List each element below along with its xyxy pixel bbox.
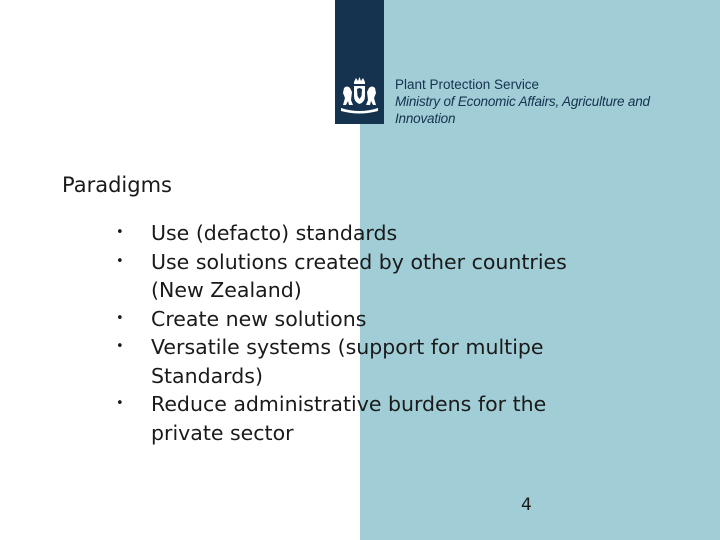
bullet-text: Reduce administrative burdens for the private sector xyxy=(151,392,547,445)
bullet-dot: • xyxy=(116,310,124,326)
organization-name: Plant Protection Service xyxy=(395,77,540,92)
bullet-text: Create new solutions xyxy=(151,306,367,331)
ministry-name-line1: Ministry of Economic Affairs, Agriculture and xyxy=(395,94,650,109)
coat-of-arms-icon xyxy=(338,76,381,116)
organization-header xyxy=(395,76,715,127)
bullet-text: Use (defacto) standards xyxy=(151,221,398,245)
page-number: 4 xyxy=(521,495,532,515)
bullet-text: Use solutions created by other countries (New Zealand) xyxy=(151,249,567,302)
bullet-item xyxy=(105,390,585,447)
bullet-dot: • xyxy=(116,225,124,240)
bullet-text: Versatile systems (support for multipe Standards) xyxy=(151,335,544,388)
logo-ribbon xyxy=(335,0,384,124)
ministry-name-line2: Innovation xyxy=(395,111,456,126)
bullet-item xyxy=(105,219,585,248)
bullet-item xyxy=(105,333,585,390)
bullet-list xyxy=(105,219,585,447)
slide-title: Paradigms xyxy=(62,173,172,197)
bullet-item xyxy=(105,305,585,334)
bullet-dot: • xyxy=(116,396,124,411)
bullet-item xyxy=(105,248,585,305)
bullet-dot: • xyxy=(116,339,124,354)
bullet-dot: • xyxy=(116,253,124,269)
